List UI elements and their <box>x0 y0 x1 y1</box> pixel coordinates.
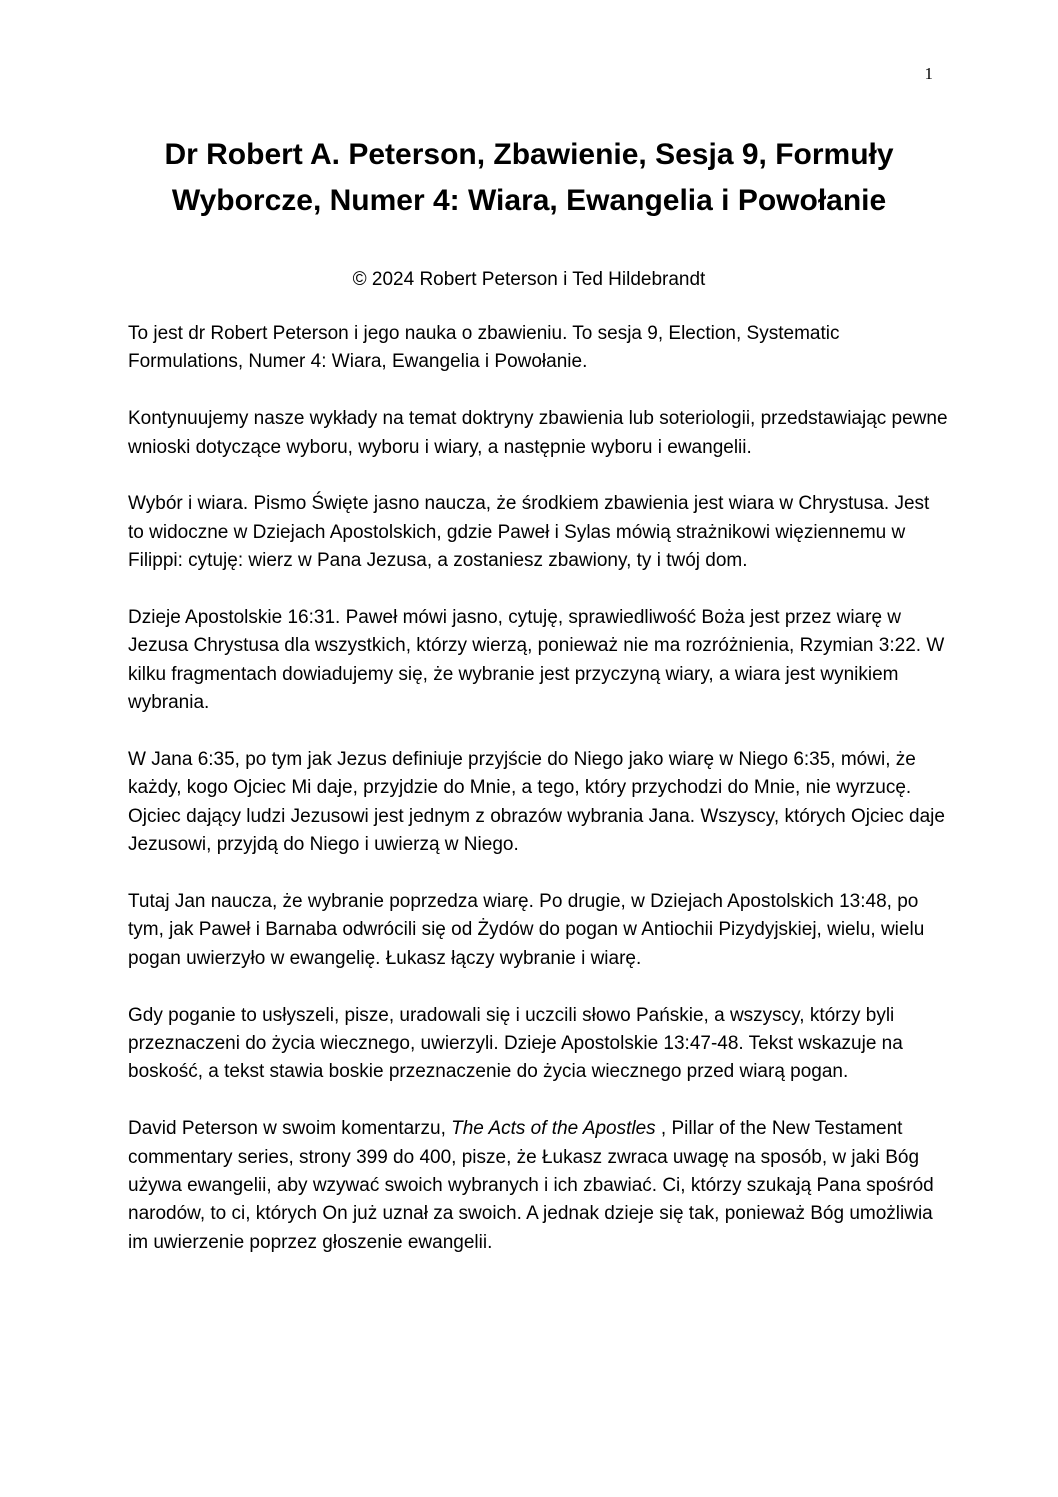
paragraph-acts-16-31: Dzieje Apostolskie 16:31. Paweł mówi jasno, cytuję, sprawiedliwość Boża jest przez wiarę w Jezusa Chrystusa dla wszystkich, którzy wierzą, ponieważ nie ma rozróżnienia, Rzymian 3:22. W kilku fragmentach dowiadujemy się, że wybranie jest przyczyną wiary, a wiara jest wynikiem wybrania. <box>128 607 945 714</box>
paragraph-intro: To jest dr Robert Peterson i jego nauka o zbawieniu. To sesja 9, Election, Systematic Formulations, Numer 4: Wiara, Ewangelia i Powołanie. <box>128 323 840 373</box>
paragraph-john-6-35: W Jana 6:35, po tym jak Jezus definiuje przyjście do Niego jako wiarę w Niego 6:35, mówi, że każdy, kogo Ojciec Mi daje, przyjdzie do Mnie, a tego, który przychodzi do Mnie, nie wyrzucę. Ojciec dający ludzi Jezusowi jest jednym z obrazów wybrania Jana. Wszyscy, których Ojciec daje Jezusowi, przyjdą do Niego i uwierzą w Niego. <box>128 749 945 856</box>
book-title: The Acts of the Apostles <box>451 1118 656 1140</box>
body-text <box>128 320 948 1286</box>
paragraph-text-after: , Pillar of the New Testament commentary series, strony 399 do 400, pisze, że Łukasz zwraca uwagę na sposób, w jaki Bóg używa ewangelii, aby wzywać swoich wybranych i ich zbawiać. Ci, którzy szukają Pana spośród narodów, to ci, których On już uznał za swoich. A jednak dzieje się tak, ponieważ Bóg umożliwia im uwierzenie poprzez głoszenie ewangelii. <box>128 1118 934 1253</box>
document-title: Dr Robert A. Peterson, Zbawienie, Sesja 9, Formuły Wyborcze, Numer 4: Wiara, Ewangelia i Powołanie <box>164 138 894 217</box>
paragraph-election-and-faith: Wybór i wiara. Pismo Święte jasno naucza, że środkiem zbawienia jest wiara w Chrystusa. Jest to widoczne w Dziejach Apostolskich, gdzie Paweł i Sylas mówią strażnikowi więziennemu w Filippi: cytuję: wierz w Pana Jezusa, a zostaniesz zbawiony, ty i twój dom. <box>128 493 930 572</box>
paragraph-text-before: David Peterson w swoim komentarzu, <box>128 1118 452 1140</box>
paragraph-continuation: Kontynuujemy nasze wykłady na temat doktryny zbawienia lub soteriologii, przedstawiając pewne wnioski dotyczące wyboru, wyboru i wiary, a następnie wyboru i ewangelii. <box>128 408 948 458</box>
copyright-line: © 2024 Robert Peterson i Ted Hildebrandt <box>352 269 706 290</box>
paragraph-acts-13-47-48: Gdy poganie to usłyszeli, pisze, uradowali się i uczcili słowo Pańskie, a wszyscy, którzy byli przeznaczeni do życia wiecznego, uwierzyli. Dzieje Apostolskie 13:47-48. Tekst wskazuje na boskość, a tekst stawia boskie przeznaczenie do życia wiecznego przed wiarą pogan. <box>128 1004 903 1083</box>
paragraph-acts-13-48: Tutaj Jan naucza, że wybranie poprzedza wiarę. Po drugie, w Dziejach Apostolskich 13:48, po tym, jak Paweł i Barnaba odwrócili się od Żydów do pogan w Antiochii Pizydyjskiej, wielu, wielu pogan uwierzyło w ewangelię. Łukasz łączy wybranie i wiarę. <box>128 891 925 969</box>
page-number: 1 <box>924 64 933 83</box>
paragraph-david-peterson <box>128 1115 948 1257</box>
